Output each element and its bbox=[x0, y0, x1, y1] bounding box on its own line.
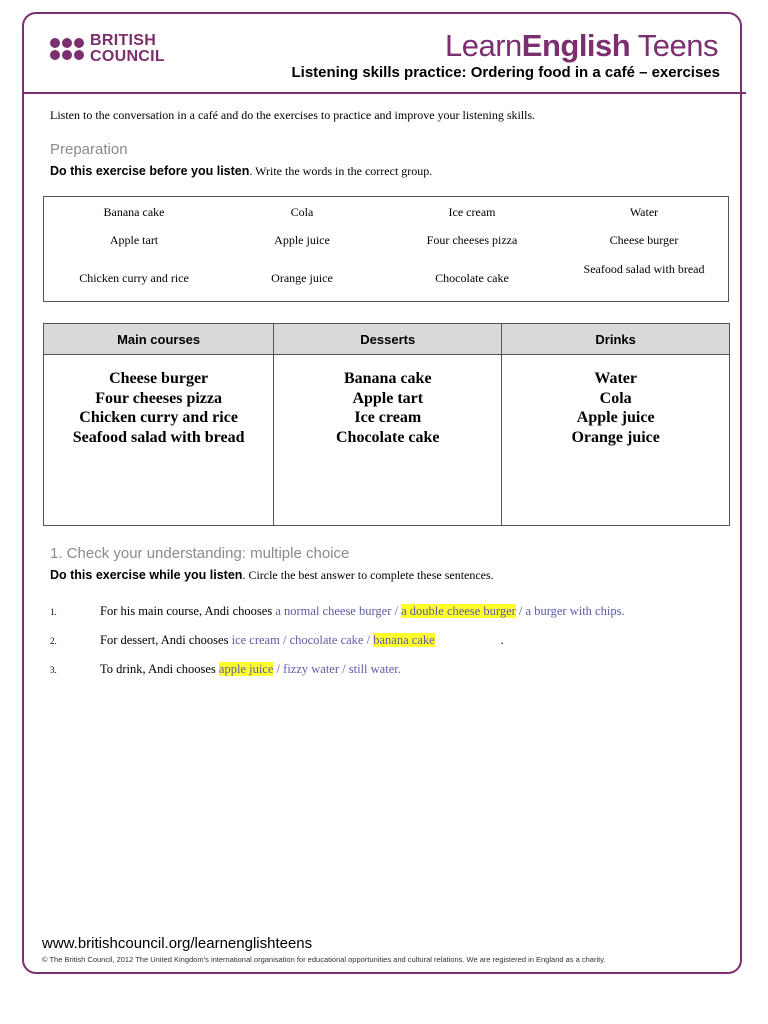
word-item: Four cheeses pizza bbox=[426, 233, 518, 247]
answer-item: Apple tart bbox=[352, 389, 424, 407]
section1-instruction: Do this exercise while you listen. Circle the best answer to complete these sentences. bbox=[50, 568, 494, 582]
drinks-cell[interactable] bbox=[502, 355, 730, 526]
option-b[interactable]: fizzy water bbox=[283, 662, 340, 676]
desserts-cell[interactable] bbox=[274, 355, 502, 526]
column-header-drinks: Drinks bbox=[502, 324, 730, 355]
answer-item: Chocolate cake bbox=[336, 428, 440, 446]
logo-text-line2: COUNCIL bbox=[90, 48, 165, 65]
food-groups-table bbox=[43, 323, 730, 526]
logo-dots-icon bbox=[50, 38, 84, 60]
question-stem: To drink, Andi chooses bbox=[100, 662, 219, 676]
footer-url-link[interactable]: www.britishcouncil.org/learnenglishteens bbox=[42, 935, 313, 952]
column-header-main-courses: Main courses bbox=[44, 324, 274, 355]
question-stem: For dessert, Andi chooses bbox=[100, 633, 232, 647]
british-council-logo bbox=[50, 33, 165, 65]
preparation-heading: Preparation bbox=[50, 141, 128, 158]
word-item: Ice cream bbox=[448, 205, 496, 219]
learnenglish-teens-logo: LearnEnglish Teens bbox=[444, 28, 718, 63]
word-item: Cola bbox=[290, 205, 314, 219]
answer-item: Apple juice bbox=[576, 409, 655, 426]
main-courses-cell[interactable] bbox=[44, 355, 274, 526]
option-b-selected[interactable]: a double cheese burger bbox=[401, 604, 516, 618]
section1-heading: 1. Check your understanding: multiple choice bbox=[50, 545, 350, 562]
answer-item: Chicken curry and rice bbox=[79, 409, 238, 426]
page-title: Listening skills practice: Ordering food in a café – exercises bbox=[291, 64, 720, 81]
word-item: Cheese burger bbox=[609, 233, 679, 247]
word-bank bbox=[43, 196, 729, 302]
column-header-desserts: Desserts bbox=[274, 324, 502, 355]
preparation-instruction: Do this exercise before you listen. Write the words in the correct group. bbox=[50, 164, 433, 178]
answer-item: Seafood salad with bread bbox=[72, 428, 245, 446]
footer-copyright: © The British Council, 2012 The United Kingdom’s international organisation for educational opportunities and cultural relations. We are registered in England as a charity. bbox=[42, 955, 606, 964]
option-c-selected[interactable]: banana cake bbox=[373, 633, 435, 647]
answer-item: Water bbox=[594, 370, 637, 387]
question-stem: For his main course, Andi chooses bbox=[100, 604, 276, 618]
word-item: Chocolate cake bbox=[435, 271, 509, 285]
answer-item: Cola bbox=[599, 389, 632, 407]
question-number: 1. bbox=[50, 607, 57, 617]
answer-item: Orange juice bbox=[571, 428, 660, 446]
option-c[interactable]: a burger with chips bbox=[525, 604, 622, 618]
word-item: Apple tart bbox=[109, 233, 159, 247]
option-b[interactable]: chocolate cake bbox=[289, 633, 364, 647]
question-number: 2. bbox=[50, 636, 57, 646]
word-item: Apple juice bbox=[274, 233, 330, 247]
word-item: Chicken curry and rice bbox=[79, 271, 189, 285]
option-a[interactable]: ice cream bbox=[231, 633, 280, 647]
answer-item: Ice cream bbox=[354, 409, 422, 426]
word-item: Orange juice bbox=[271, 271, 333, 285]
answer-item: Cheese burger bbox=[109, 370, 209, 387]
intro-text: Listen to the conversation in a café and do the exercises to practice and improve your listening skills. bbox=[50, 108, 536, 122]
question-number: 3. bbox=[50, 665, 57, 675]
logo-text-line1: BRITISH bbox=[90, 32, 157, 49]
option-a-selected[interactable]: apple juice bbox=[218, 662, 274, 676]
word-item: Banana cake bbox=[103, 205, 165, 219]
option-a[interactable]: a normal cheese burger bbox=[275, 604, 392, 618]
word-item: Seafood salad with bread bbox=[583, 262, 705, 276]
answer-item: Banana cake bbox=[343, 370, 432, 387]
option-c[interactable]: still water bbox=[348, 662, 398, 676]
answer-item: Four cheeses pizza bbox=[95, 389, 222, 407]
header-divider bbox=[22, 92, 746, 94]
word-item: Water bbox=[629, 205, 659, 219]
